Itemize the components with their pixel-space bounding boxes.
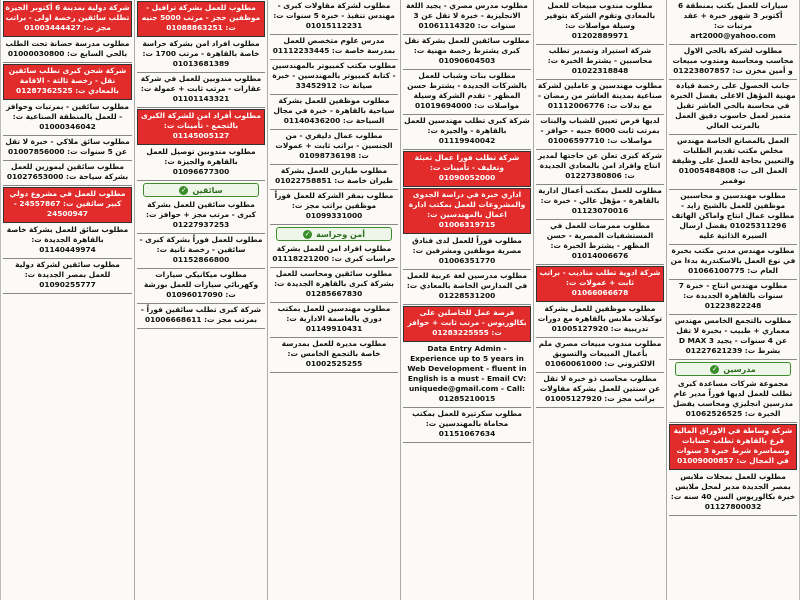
classified-ad: مطلوب مهندس انتاج - خبرة 7 سنوات بالقاهرة الجديدة ت: 01223822248: [669, 280, 797, 315]
category-badge-label: مدرسين: [723, 364, 756, 374]
classified-ad: العمل بالمصانع الخاصة مهندس مخلص مكتب تقديم الطلبات والتعيين بحاجة للعمل على وظيفة العمل الى ت: 01005484808 نوفمبر: [669, 135, 797, 190]
classified-ad: مطلوب سكرتيرة للعمل بمكتب محاماة بالمهندسين ت: 01151067634: [403, 408, 531, 443]
classified-ad: شركة كبرى تطلب سائقين فوراً - بمرتب مجز ت: 01006668611: [137, 304, 265, 329]
classified-ad: مدرس علوم متخصص للعمل بمدرسة خاصة ت: 01112233445: [270, 35, 398, 60]
classified-ad: مطلوب بالتجمع الخامس مهندس معماري + طبيب - بخبرة لا تقل عن 4 سنوات - يجيد 3 D MAX بشرط ت: 01227621239: [669, 315, 797, 360]
classified-ad: مطلوب طيارين للعمل بشركة طيران خاصة ت: 01022758851: [270, 165, 398, 190]
classified-ad: مطلوب مندوبين توصيل للعمل بالقاهرة والجيزة ت: 01096677300: [137, 146, 265, 181]
classified-ad: مطلوب مندوبين للعمل في شركة عقارات - مرتب ثابت + عمولة ت: 01101143321: [137, 73, 265, 108]
classified-ad: مطلوب لشركة مقاولات كبرى - مهندس تنفيذ - خبرة 5 سنوات ت: 01015112231: [270, 0, 398, 35]
classified-ad: مطلوب افراد امن للعمل بشركة حراسات كبرى ت: 01118221200: [270, 243, 398, 268]
classified-ad: مطلوب بنات وشباب للعمل بالشركات الجديدة - يشترط حسن المظهر - تقدم الشركة وسيلة مواصلات ت: 01019694000: [403, 70, 531, 115]
classified-ad: اداري خبرة في دراسة الجدوى والمشروعات للعمل بمكتب ادارة اعمال بالمهندسين ت: 01006319715: [403, 188, 531, 234]
classified-ad: مطلوب عمال دليفري - من الجنسين - براتب ثابت + عمولات ت: 01098736198: [270, 130, 398, 165]
classified-ad: لديها فرص تعيين للشباب والبنات بمرتب ثابت 6000 جنيه - حوافز - مواصلات ت: 01006597710: [536, 115, 664, 150]
classified-ad: مطلوب مندوب مبيعات مصري ملم بأعمال المبيعات والتسويق الالكتروني ت: 01060061000: [536, 338, 664, 373]
classified-ad: مطلوب محاسب ذو خبرة لا تقل عن سنتين للعمل بشركة مقاولات براتب مجز ت: 01005127920: [536, 373, 664, 408]
classified-ad: مطلوب لشركة بالحي الاول محاسب ومحاسبة ومندوب مبيعات و أمين مخزن ت: 01223807857: [669, 45, 797, 80]
classified-ad: شركة دولية بمدينة 6 أكتوبر الجيزة تطلب سائقين رخصة اولى - براتب مجز ت: 01003444427: [3, 1, 132, 37]
ad-column: [134, 0, 267, 600]
classified-ad: مطلوب مدرسين لغة عربية للعمل في المدارس الخاصة بالمعادي ت: 01228531200: [403, 270, 531, 305]
classified-ad: شركة ادوية تطلب مناديب - براتب ثابت + عمولات ت: 01066066678: [536, 266, 664, 302]
category-badge: [675, 362, 791, 376]
classified-ad: مطلوب مندوب مبيعات للعمل بالمعادي وتقوم الشركة بتوفير وسيلة مواصلات ت: 01202889971: [536, 0, 664, 45]
classified-ad: جانب الحصول على رخصة قيادة مهنية المؤهل الاعلى يفضل الخبرة في محاسبة بالحي العاشر تقبل متميز لعمل حاسوب دقيق العمل بالمرتب العالي: [669, 80, 797, 135]
classified-ad: سيارات للعمل بكتب بمنطقة 6 أكتوبر 3 شهور خبرة + عقد مرتبات ت: art2000@yahoo.com: [669, 0, 797, 45]
classified-ad: مطلوب فوراً للعمل لدى فنادق مصرية موظفين ومشرفين ت: 01006351770: [403, 235, 531, 270]
classified-ad: مطلوب مدرس مصري - يجيد اللغة الانجليزية - خبرة لا تقل عن 3 سنوات ت: 01061114320: [403, 0, 531, 35]
classified-ad: مطلوب افراد امن بشركة حراسة خاصة بالقاهرة - مرتب 1700 ت: 01013681389: [137, 38, 265, 73]
ad-column: [666, 0, 799, 600]
classified-ad: مطلوب للعمل في مشروع دولي كبير سائقين ت: 24557867 - 24500947: [3, 187, 132, 223]
classified-ad: شركة تطلب فورا عمال تعبئة وتغليف - تأمينات ت: 01090052000: [403, 151, 531, 187]
check-icon: ✓: [711, 364, 718, 373]
ad-column: [267, 0, 400, 600]
classified-ad: مطلوب موظفين للعمل بشركة توكيلات ملابس بالقاهرة مع دورات تدريبية ت: 01005127920: [536, 303, 664, 338]
classified-ad: مطلوب ممرضات للعمل في المستشفيات المصرية - حسن المظهر - يشترط الخبرة ت: 01014006676: [536, 220, 664, 265]
classified-ad: مطلوب سائقين للعمل بشركة نقل كبرى يشترط رخصة مهنية ت: 01090604503: [403, 35, 531, 70]
classified-ad: شركة كبرى تطلب مهندسين للعمل بالقاهرة - والجيزة ت: 01119940042: [403, 115, 531, 150]
classified-ad: مطلوب بمقر الشركة للعمل فوراً موظفين براتب مجز ت: 01099331000: [270, 190, 398, 225]
classified-ad: مطلوب سائق ملاكي - خبرة لا تقل عن 5 سنوات ت: 01007856000: [3, 136, 132, 161]
classified-ad: مطلوب أفراد امن للشركة الكبرى بالتجمع - تأمينات ت: 01145005127: [137, 109, 265, 145]
classified-ad: Data Entry Admin - Experience up to 5 years in Web Development - fluent in English is a must - Email CV: uniquede@gmail.com - Call: 01285210015: [403, 343, 531, 408]
classified-ad: شركة وساطة في الاوراق المالية فرع بالقاهرة تطلب حسابات وسماسرة شرط خبرة 3 سنوات في المجال ت: 01009000857: [669, 424, 797, 470]
classified-ad: مطلوب سائقين ومحاسب للعمل بشركة كبرى بالقاهرة الجديدة ت: 01285667830: [270, 268, 398, 303]
classified-ad: مطلوب سائقين - بمرتبات وحوافز - للعمل بالمنطقة الصناعية ت: 01000346042: [3, 101, 132, 136]
classified-ad: مطلوب سائقين ليموزين للعمل بشركة سياحة ت: 01027653000: [3, 161, 132, 186]
classified-ad: مطلوب مكتب كمبيوتر بالمهندسين - كتابة كمبيوتر بالمهندسين - خبرة صيانة ت: 33452912: [270, 60, 398, 95]
classified-ad: مطلوب ميكانيكي سيارات وكهربائي سيارات للعمل بورشة ت: 01096017090: [137, 269, 265, 304]
classified-ad: مطلوب مهندسين للعمل بمكتب دوري بالعاصمة الادارية ت: 01149910431: [270, 303, 398, 338]
classified-ad: مطلوب مديرة للعمل بمدرسة خاصة بالتجمع الخامس ت: 01002525255: [270, 338, 398, 373]
ad-column: [533, 0, 666, 600]
classified-ad: مطلوب مهندسين و محاسبين موظفين للعمل بالشيخ زايد - مطلوب عمال انتاج واماكن الهاتف 01025311296 يفضل ارسال السيرة الذاتية عليه: [669, 190, 797, 245]
check-icon: ✓: [304, 229, 311, 238]
classified-ad: مطلوب سائقين للعمل بشركة كبرى - مرتب مجز + حوافز ت: 01227937253: [137, 199, 265, 234]
classified-ad: مطلوب موظفين للعمل بشركة سياحية بالقاهرة - خبرة في مجال السياحة ت: 01140436200: [270, 95, 398, 130]
classified-ad: شركة كبرى تعلن عن حاجتها لمدير انتاج وافراد امن بالمعادي الجديدة ت: 01227380806: [536, 150, 664, 185]
classified-ad: فرصة عمل للحاصلين على بكالوريوس - مرتب ثابت + حوافز ت: 01283225555: [403, 306, 531, 342]
category-badge: [276, 227, 392, 241]
classified-ad: شركة شحن كبرى تطلب سائقين نقل - رخصة ثالثة - الاقامة بالمعادي ت: 01287362525: [3, 64, 132, 100]
classified-ad: مطلوب للعمل بشركة ترافيل - موظفين حجز - مرتب 5000 جنيه ت: 01088863251: [137, 1, 265, 37]
classified-ad: مطلوب للعمل فوراً بشركة كبرى - سائقين - رخصة ثانية ت: 01152866800: [137, 234, 265, 269]
ad-column: [1, 0, 134, 600]
check-icon: ✓: [181, 185, 187, 194]
classified-ad: شركة استيراد وتصدير تطلب محاسبين - يشترط الخبرة ت: 01022318848: [536, 45, 664, 80]
category-badge: [143, 183, 259, 197]
ad-column: [400, 0, 533, 600]
classified-ad: مطلوب مهندسين و عاملين لشركة صناعية بمدينة العاشر من رمضان - مع بدلات ت: 01112006776: [536, 80, 664, 115]
classified-ad: مطلوب سائق للعمل بشركة خاصة بالقاهرة الجديدة ت: 01140449974: [3, 224, 132, 259]
category-badge-label: سائقين: [192, 185, 223, 195]
classified-ad: مطلوب سائقين لشركة دولية للعمل بمصر الجديدة ت: 01090255777: [3, 259, 132, 294]
classified-ad: مجموعة شركات مساعدة كبرى تطلب للعمل لديها فوراً مدير عام مدرسين انجليزي ومحاسب يفضل الخبرة ت: 01062526525: [669, 378, 797, 423]
classified-ad: مطلوب للعمل بمحلات ملابس بمصر الجديدة مدير لمحل ملابس خبرة بكالوريوس السن 40 سنه ت: 01127800032: [669, 471, 797, 516]
category-badge-label: أمن وحراسة: [316, 229, 365, 239]
classified-ad: مطلوب مدرسة حضانة تحت الطلب بالحي السابع ت: 01000030800: [3, 38, 132, 63]
classified-ad: مطلوب مهندس مدني مكتب بخبرة في نوع العمل بالاسكندرية بدءا من العام ت: 01066100775: [669, 245, 797, 280]
classified-ad: مطلوب للعمل بمكتب أعمال ادارية بالقاهرة - مؤهل عالي - خبرة ت: 01123070016: [536, 185, 664, 220]
